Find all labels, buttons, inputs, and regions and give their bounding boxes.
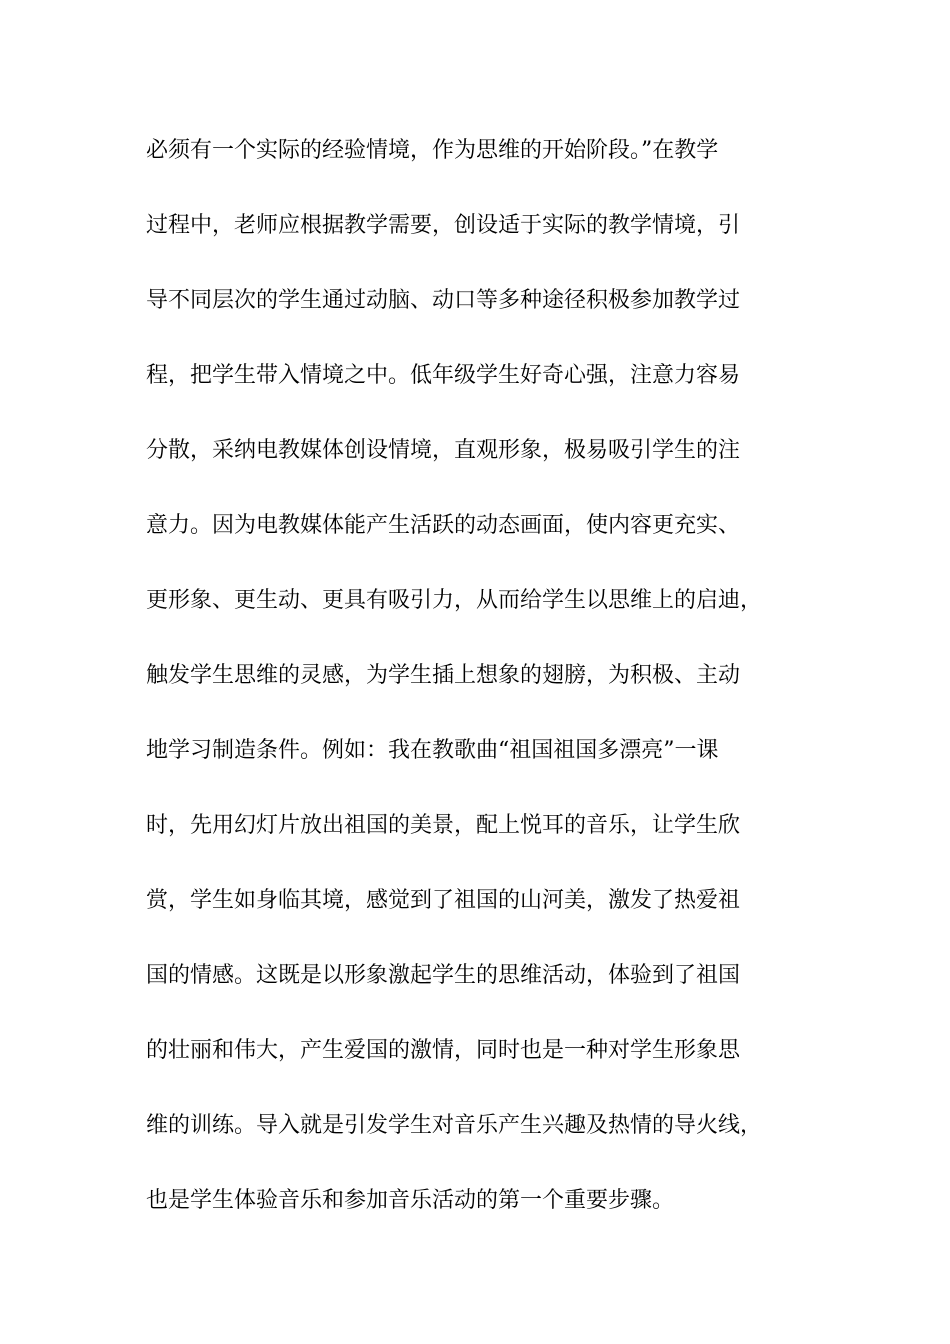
- text-line-11: 赏，学生如身临其境，感觉到了祖国的山河美，激发了热爱祖: [146, 888, 741, 913]
- text-line-8: 触发学生思维的灵感，为学生插上想象的翅膀，为积极、主动: [146, 663, 741, 688]
- text-line-7: 更形象、更生动、更具有吸引力，从而给学生以思维上的启迪，: [146, 588, 763, 613]
- text-line-15: 也是学生体验音乐和参加音乐活动的第一个重要步骤。: [146, 1188, 675, 1213]
- text-line-1: 必须有一个实际的经验情境，作为思维的开始阶段。”在教学: [146, 138, 719, 163]
- text-line-10: 时，先用幻灯片放出祖国的美景，配上悦耳的音乐，让学生欣: [146, 813, 741, 838]
- text-line-12: 国的情感。这既是以形象激起学生的思维活动，体验到了祖国: [146, 963, 741, 988]
- text-line-5: 分散，采纳电教媒体创设情境，直观形象，极易吸引学生的注: [146, 438, 741, 463]
- text-line-4: 程，把学生带入情境之中。低年级学生好奇心强，注意力容易: [146, 363, 741, 388]
- text-line-13: 的壮丽和伟大，产生爱国的激情，同时也是一种对学生形象思: [146, 1038, 741, 1063]
- body-paragraph: [146, 131, 846, 1256]
- text-line-6: 意力。因为电教媒体能产生活跃的动态画面，使内容更充实、: [146, 513, 741, 538]
- text-line-14: 维的训练。导入就是引发学生对音乐产生兴趣及热情的导火线，: [146, 1113, 763, 1138]
- text-line-3: 导不同层次的学生通过动脑、动口等多种途径积极参加教学过: [146, 288, 741, 313]
- text-line-9: 地学习制造条件。例如：我在教歌曲“祖国祖国多漂亮”一课: [146, 738, 719, 763]
- text-line-2: 过程中，老师应根据教学需要，创设适于实际的教学情境，引: [146, 213, 741, 238]
